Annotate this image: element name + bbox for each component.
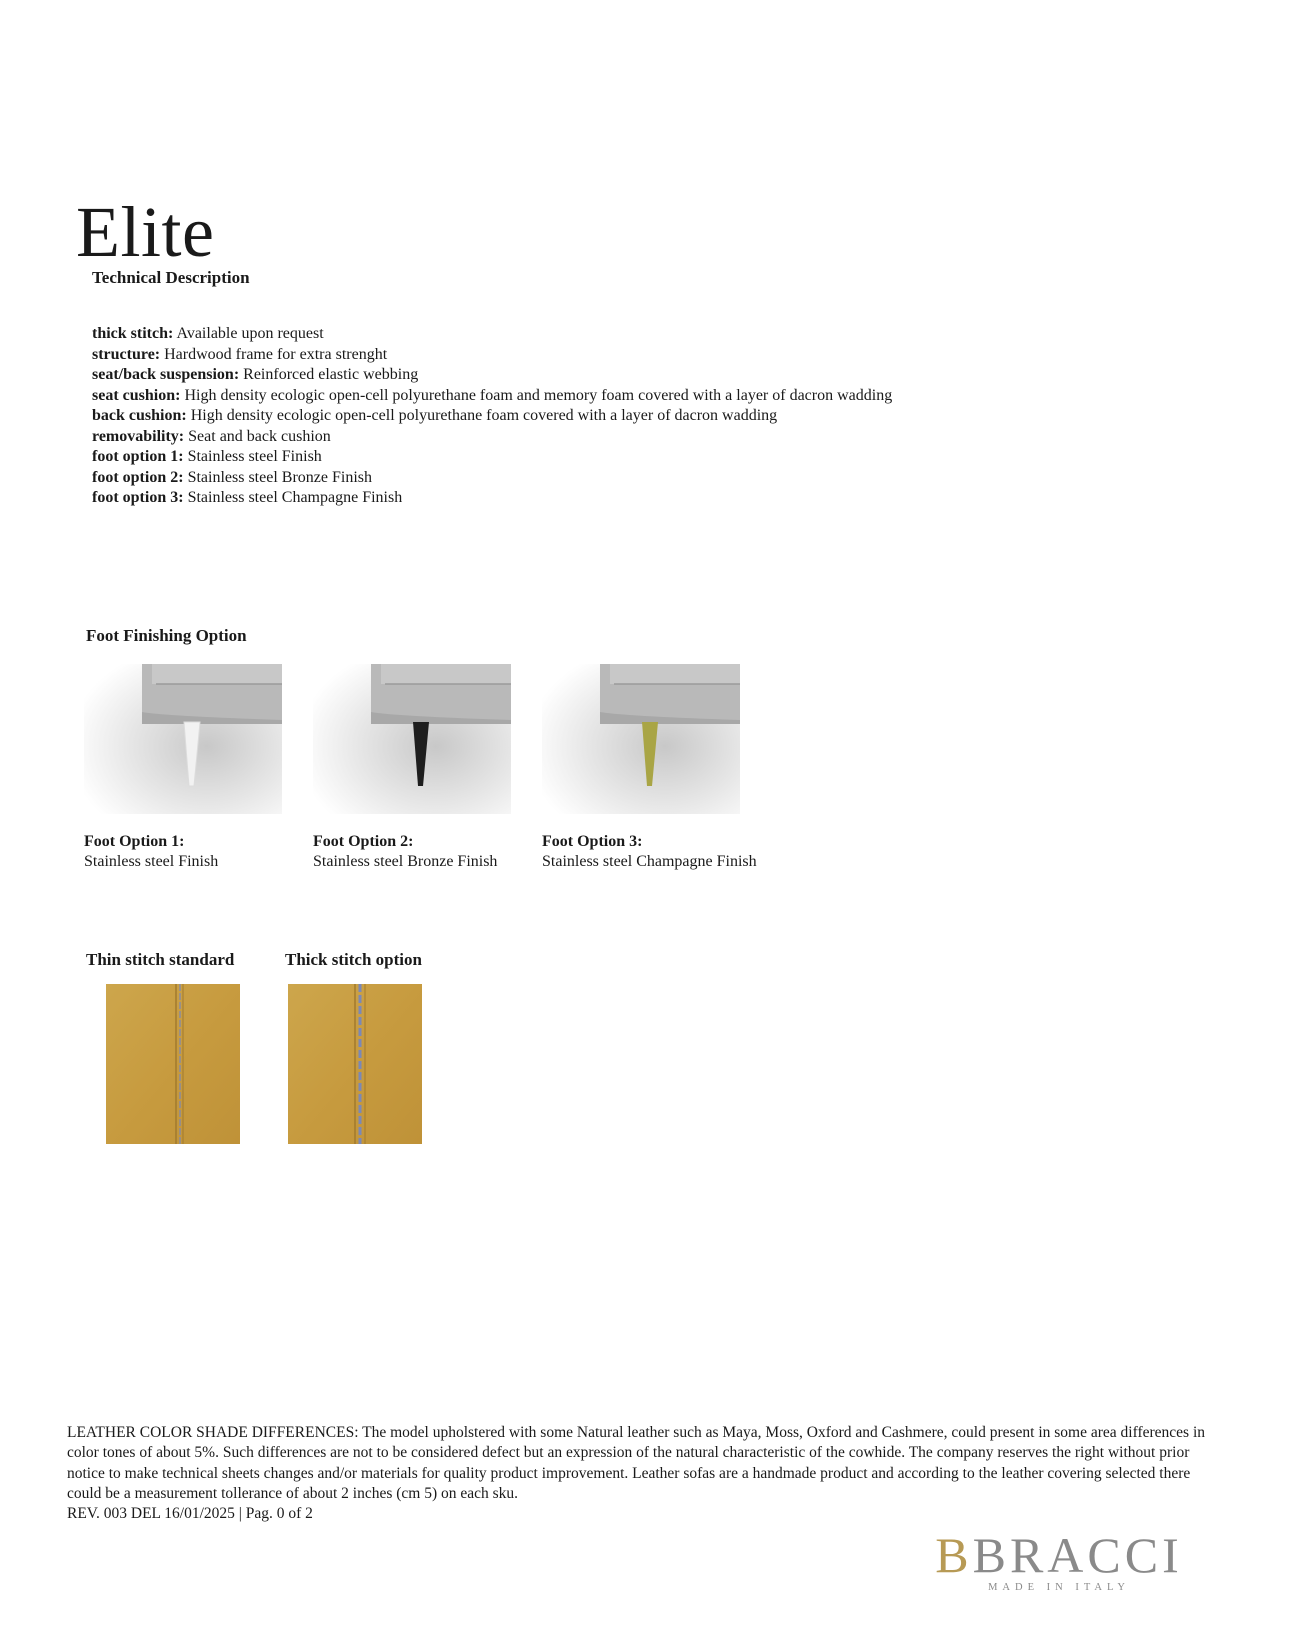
- foot-option-1-image: [84, 664, 282, 814]
- foot-option-3-image: [542, 664, 740, 814]
- spec-label: foot option 2:: [92, 468, 184, 486]
- spec-value: Stainless steel Champagne Finish: [187, 489, 403, 506]
- spec-value: High density ecologic open-cell polyurethane foam covered with a layer of dacron wadding: [190, 407, 778, 424]
- spec-row-removability: [92, 427, 892, 448]
- brand-wordmark: [925, 1527, 1193, 1583]
- page-title: Elite: [76, 192, 215, 273]
- foot-finishing-heading: Foot Finishing Option: [86, 626, 247, 645]
- spec-row-foot-option-3: [92, 488, 892, 509]
- foot-option-3-caption: [542, 832, 757, 872]
- brand-name-rest: BRACCI: [972, 1527, 1183, 1583]
- brand-logo: [925, 1527, 1193, 1593]
- brand-tagline: MADE IN ITALY: [988, 1582, 1130, 1593]
- spec-row-thick-stitch: [92, 324, 892, 345]
- spec-label: removability:: [92, 427, 185, 445]
- spec-row-foot-option-2: [92, 468, 892, 489]
- foot-option-subtitle: Stainless steel Bronze Finish: [313, 853, 498, 870]
- foot-option-2-caption: [313, 832, 497, 872]
- foot-option-title: Foot Option 2:: [313, 833, 414, 850]
- spec-row-suspension: [92, 365, 892, 386]
- technical-description-heading: Technical Description: [92, 268, 250, 287]
- spec-value: Hardwood frame for extra strenght: [164, 345, 388, 363]
- spec-label: thick stitch:: [92, 325, 174, 342]
- spec-row-back-cushion: [92, 406, 892, 427]
- spec-value: Seat and back cushion: [188, 427, 331, 445]
- spec-row-seat-cushion: [92, 386, 892, 407]
- revision-footer: REV. 003 DEL 16/01/2025 | Pag. 0 of 2: [67, 1505, 313, 1522]
- leather-disclaimer: LEATHER COLOR SHADE DIFFERENCES: The model upholstered with some Natural leather such as Maya, Moss, Oxford and Cashmere, could present in some area differences in color tones of about 5%. Such differences are not to be considered defect but an expression of the natural characteristic of the cowhide. The company reserves the right without prior notice to make technical sheets changes and/or materials for quality product improvement. Leather sofas are a handmade product and according to the leather covering selected there could be a measurement tollerance of about 2 inches (cm 5) on each sku.: [67, 1424, 1206, 1502]
- foot-option-2-image: [313, 664, 511, 814]
- thin-stitch-heading: Thin stitch standard: [86, 950, 235, 969]
- spec-value: Available upon request: [176, 325, 324, 342]
- foot-option-subtitle: Stainless steel Champagne Finish: [542, 853, 757, 870]
- spec-row-foot-option-1: [92, 447, 892, 468]
- foot-option-title: Foot Option 1:: [84, 833, 185, 850]
- foot-option-subtitle: Stainless steel Finish: [84, 853, 219, 870]
- spec-value: Stainless steel Finish: [187, 448, 322, 465]
- foot-option-1-caption: [84, 832, 218, 872]
- brand-first-letter: B: [935, 1527, 973, 1583]
- spec-value: Stainless steel Bronze Finish: [187, 468, 372, 486]
- thin-stitch-swatch: [106, 984, 240, 1144]
- spec-value: Reinforced elastic webbing: [243, 366, 419, 383]
- spec-value: High density ecologic open-cell polyurethane foam and memory foam covered with a layer of dacron wadding: [184, 386, 893, 404]
- spec-label: back cushion:: [92, 407, 187, 424]
- spec-list: [92, 324, 892, 509]
- foot-option-title: Foot Option 3:: [542, 833, 643, 850]
- spec-row-structure: [92, 345, 892, 366]
- thick-stitch-heading: Thick stitch option: [285, 950, 422, 969]
- spec-label: foot option 3:: [92, 489, 184, 506]
- spec-label: seat cushion:: [92, 386, 181, 404]
- thick-stitch-swatch: [288, 984, 422, 1144]
- spec-label: foot option 1:: [92, 448, 184, 465]
- spec-label: structure:: [92, 345, 161, 363]
- spec-label: seat/back suspension:: [92, 366, 240, 383]
